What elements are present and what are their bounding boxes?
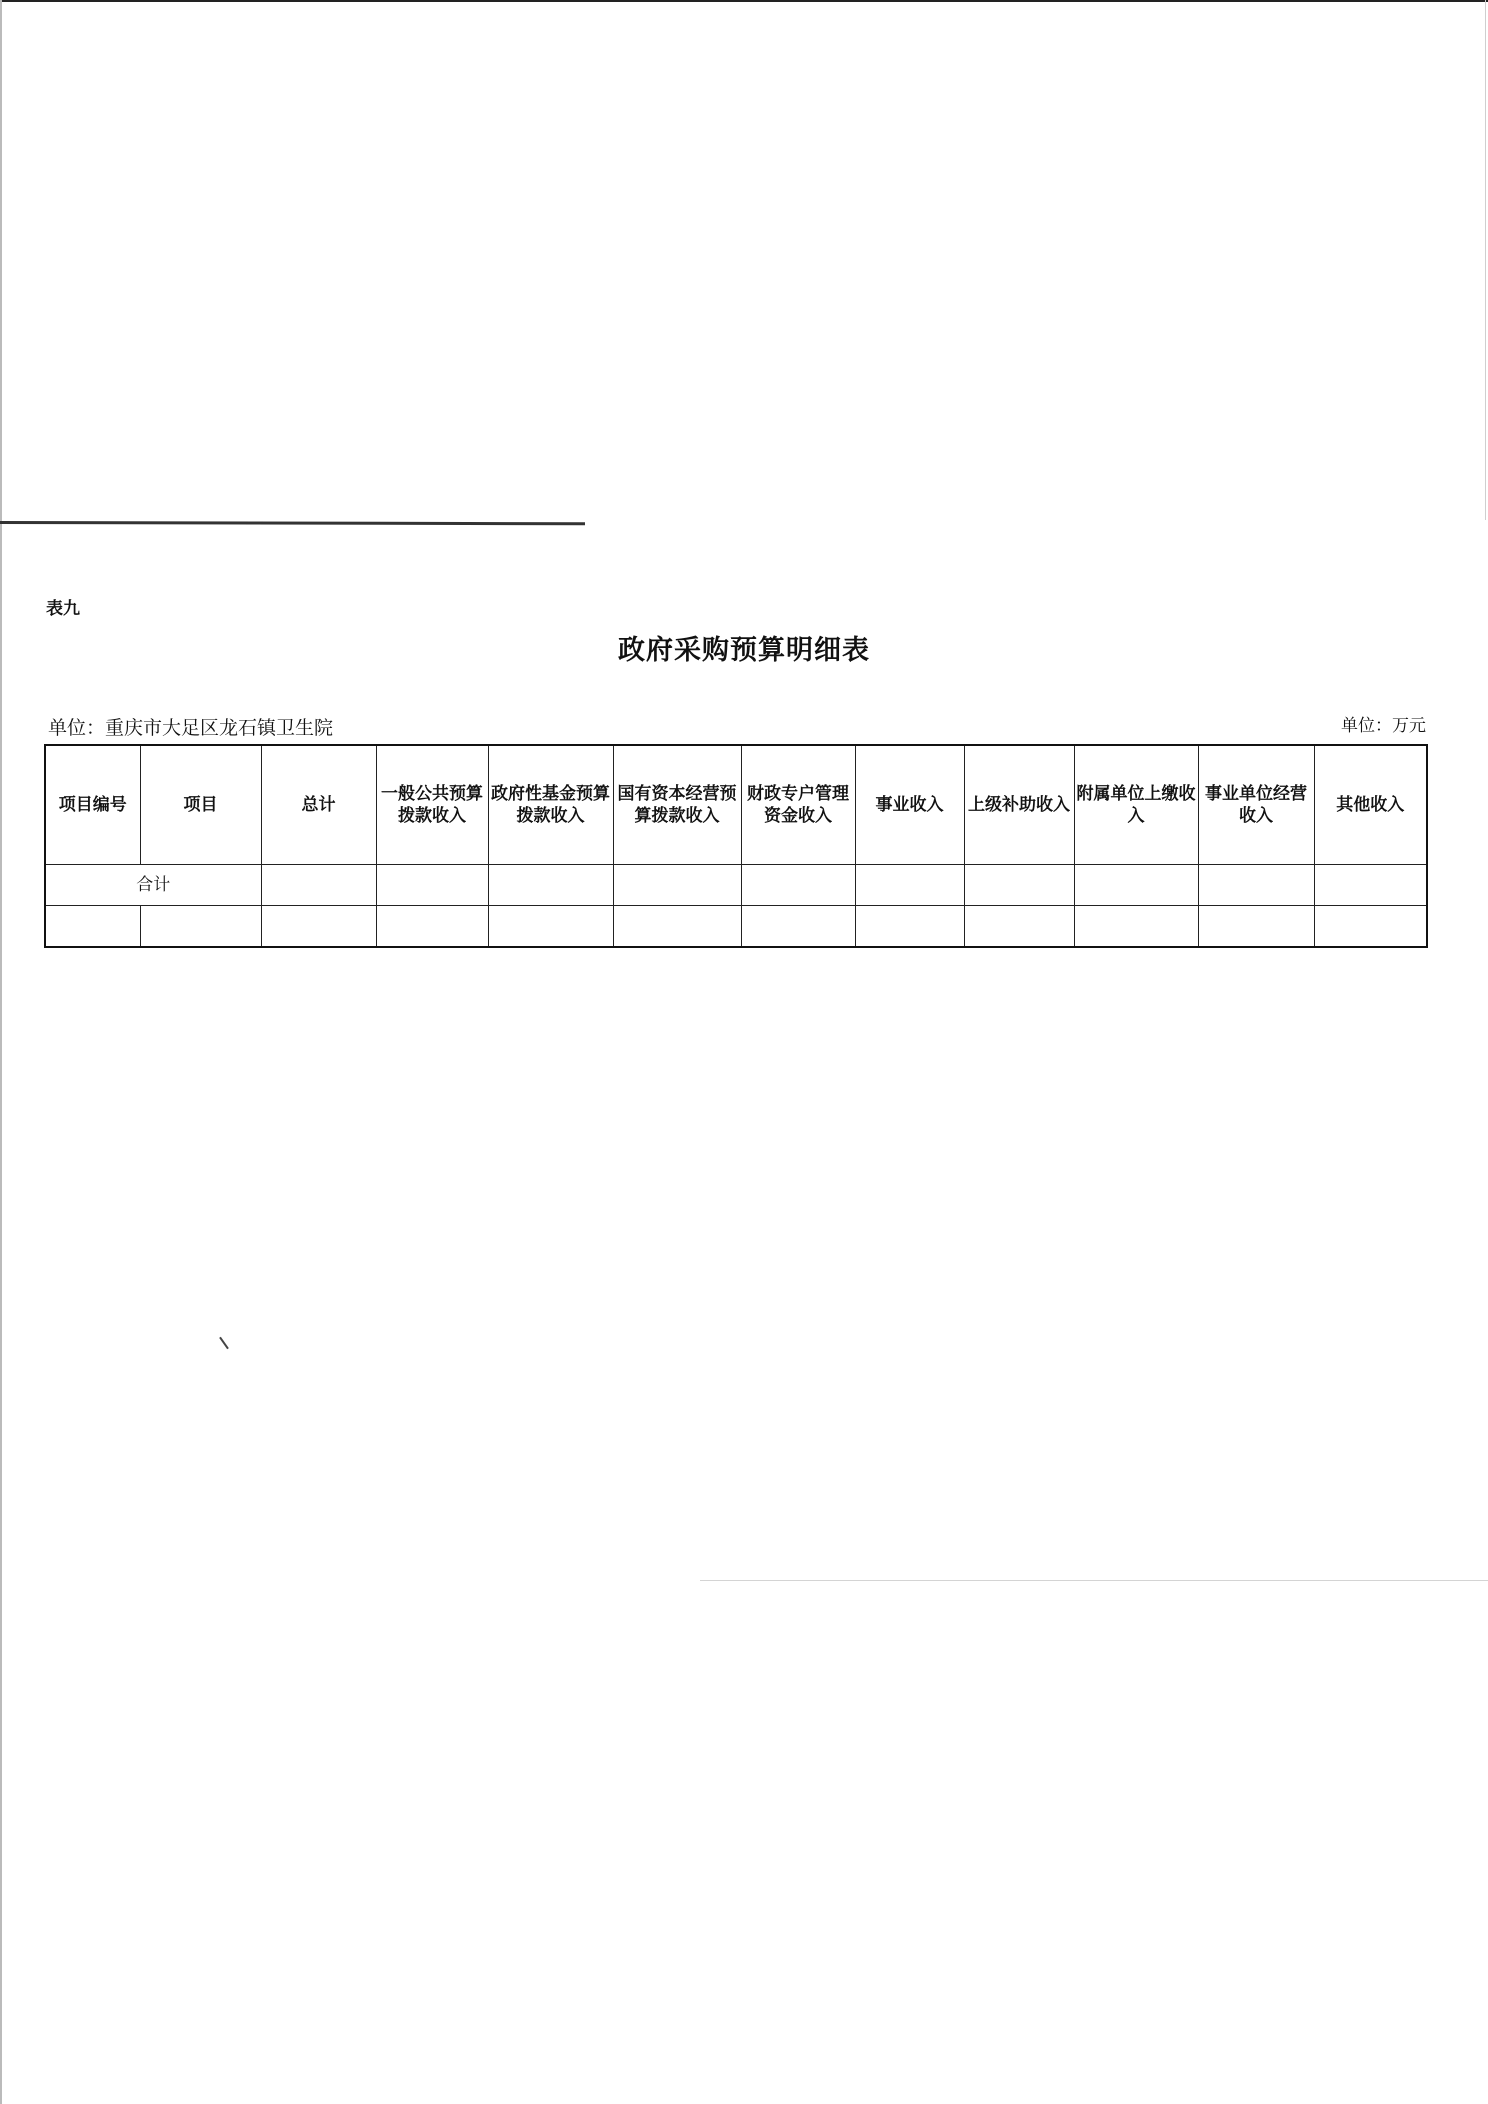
total-cell bbox=[376, 865, 488, 906]
column-header: 附属单位上缴收入 bbox=[1074, 745, 1198, 865]
column-header: 事业收入 bbox=[855, 745, 964, 865]
total-cell bbox=[964, 865, 1074, 906]
scan-fold-line bbox=[0, 521, 585, 525]
total-cell bbox=[741, 865, 855, 906]
total-cell bbox=[1198, 865, 1314, 906]
procurement-budget-table bbox=[44, 744, 1428, 948]
column-header: 上级补助收入 bbox=[964, 745, 1074, 865]
column-header: 事业单位经营收入 bbox=[1198, 745, 1314, 865]
table-cell bbox=[1074, 906, 1198, 948]
total-cell bbox=[1074, 865, 1198, 906]
table-cell bbox=[261, 906, 376, 948]
organization-unit: 单位：重庆市大足区龙石镇卫生院 bbox=[48, 717, 334, 739]
total-label: 合计 bbox=[45, 865, 261, 906]
table-cell bbox=[964, 906, 1074, 948]
total-cell bbox=[613, 865, 741, 906]
scan-fold-line-lower bbox=[700, 1580, 1488, 1581]
scan-edge-top bbox=[0, 0, 1488, 2]
total-cell bbox=[855, 865, 964, 906]
column-header: 一般公共预算拨款收入 bbox=[376, 745, 488, 865]
column-header: 项目 bbox=[140, 745, 261, 865]
column-header: 项目编号 bbox=[45, 745, 140, 865]
column-header: 国有资本经营预算拨款收入 bbox=[613, 745, 741, 865]
table-cell bbox=[1198, 906, 1314, 948]
table-cell bbox=[855, 906, 964, 948]
scan-edge-left bbox=[0, 0, 2, 2104]
currency-unit: 单位：万元 bbox=[1341, 716, 1426, 736]
column-header: 总计 bbox=[261, 745, 376, 865]
total-cell bbox=[261, 865, 376, 906]
table-number: 表九 bbox=[46, 599, 80, 619]
column-header: 其他收入 bbox=[1314, 745, 1427, 865]
table-row bbox=[45, 906, 1427, 948]
table-cell bbox=[613, 906, 741, 948]
table-header-row bbox=[45, 745, 1427, 865]
total-cell bbox=[488, 865, 613, 906]
table-cell bbox=[741, 906, 855, 948]
scan-edge-right bbox=[1485, 0, 1486, 520]
table-cell bbox=[488, 906, 613, 948]
table-cell bbox=[140, 906, 261, 948]
page-title: 政府采购预算明细表 bbox=[618, 635, 870, 666]
column-header: 财政专户管理资金收入 bbox=[741, 745, 855, 865]
table-cell bbox=[45, 906, 140, 948]
scan-stray-mark bbox=[219, 1337, 229, 1350]
table-cell bbox=[376, 906, 488, 948]
column-header: 政府性基金预算拨款收入 bbox=[488, 745, 613, 865]
total-cell bbox=[1314, 865, 1427, 906]
table-cell bbox=[1314, 906, 1427, 948]
total-row bbox=[45, 865, 1427, 906]
